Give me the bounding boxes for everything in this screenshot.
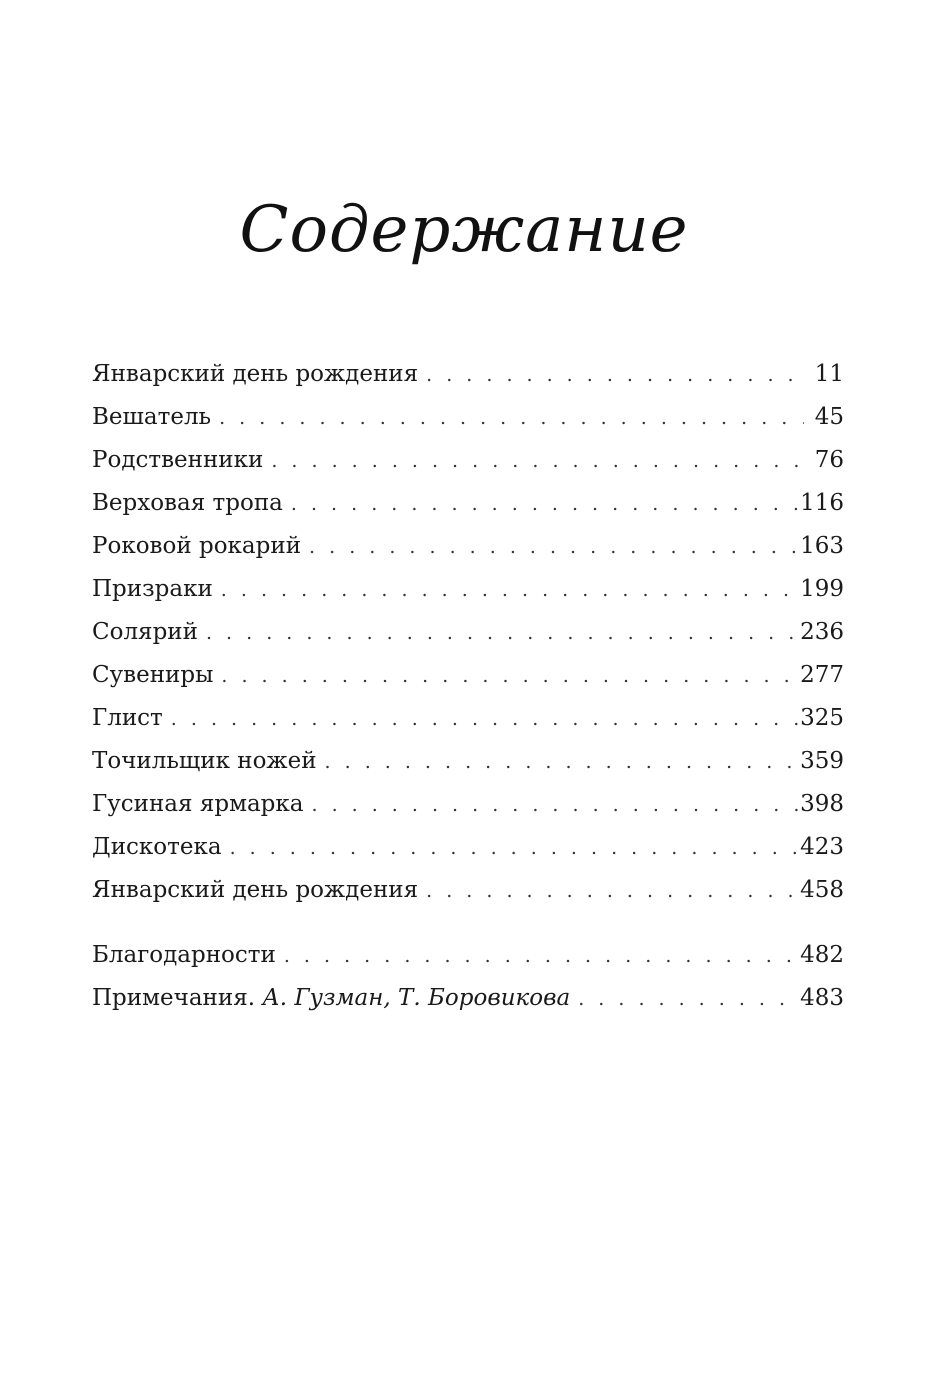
- leader-dots: [291, 483, 798, 526]
- leader-dots: [311, 784, 798, 827]
- toc-entry-page: 398: [800, 791, 844, 817]
- toc-entry[interactable]: [92, 740, 844, 783]
- toc-entry-page: 236: [800, 619, 844, 645]
- toc-entry-page: 163: [800, 533, 844, 559]
- toc-entry-title: Январский день рождения: [92, 877, 419, 903]
- toc-entry-page: 116: [800, 490, 844, 516]
- leader-dots: [219, 397, 804, 440]
- toc-entry[interactable]: [92, 439, 844, 482]
- leader-dots: [309, 526, 798, 569]
- toc-entry-title: Глист: [92, 705, 163, 731]
- toc-entry[interactable]: [92, 568, 844, 611]
- toc-entry-title: Солярий: [92, 619, 198, 645]
- toc-entry[interactable]: [92, 826, 844, 869]
- toc-entry-title: Родственники: [92, 447, 264, 473]
- toc-entry-page: 423: [800, 834, 844, 860]
- toc-entry-author: А. Гузман, Т. Боровикова: [262, 985, 571, 1011]
- toc-entry[interactable]: [92, 353, 844, 396]
- toc-entry[interactable]: [92, 611, 844, 654]
- toc-entry-title: [92, 977, 570, 1020]
- leader-dots: [206, 612, 798, 655]
- toc-entry-title: Вешатель: [92, 404, 212, 430]
- toc-entry[interactable]: [92, 697, 844, 740]
- toc-entry-title: Дискотека: [92, 834, 222, 860]
- toc-entry-page: 76: [814, 447, 844, 473]
- toc-entry[interactable]: [92, 482, 844, 525]
- leader-dots: [284, 935, 798, 978]
- toc-entry-title: Сувениры: [92, 662, 214, 688]
- toc-entry[interactable]: [92, 783, 844, 826]
- toc-entry-title: Верховая тропа: [92, 490, 283, 516]
- toc-entry-page: 359: [800, 748, 844, 774]
- toc-entry-page: 483: [800, 985, 844, 1011]
- toc-entry-acknowledgements[interactable]: [92, 934, 844, 977]
- leader-dots: [325, 741, 799, 784]
- toc-entry[interactable]: [92, 525, 844, 568]
- toc-entry-page: 325: [800, 705, 844, 731]
- toc-entry-title: Гусиная ярмарка: [92, 791, 304, 817]
- leader-dots: [426, 870, 798, 913]
- toc-entry-title: Роковой рокарий: [92, 533, 302, 559]
- toc-entry[interactable]: [92, 654, 844, 697]
- leader-dots: [171, 698, 798, 741]
- section-gap: [92, 912, 844, 934]
- toc-entry-page: 482: [800, 942, 844, 968]
- toc-entry-title: Точильщик ножей: [92, 748, 317, 774]
- toc-entry-title: Январский день рождения: [92, 361, 419, 387]
- toc-entry-page: 199: [800, 576, 844, 602]
- toc-entry-title-text: Благодарности: [92, 942, 276, 968]
- toc-entry-title: Призраки: [92, 576, 213, 602]
- leader-dots: [221, 655, 798, 698]
- leader-dots: [578, 978, 798, 1021]
- toc-entry-page: 45: [814, 404, 844, 430]
- leader-dots: [271, 440, 804, 483]
- leader-dots: [230, 827, 799, 870]
- page-title: Содержание: [239, 193, 689, 267]
- toc-entry-page: 277: [800, 662, 844, 688]
- toc-entry-notes[interactable]: [92, 977, 844, 1020]
- toc-entry-title-text: Примечания.: [92, 985, 263, 1011]
- toc-entry-page: 458: [800, 877, 844, 903]
- toc-entry-page: 11: [814, 361, 844, 387]
- leader-dots: [426, 354, 804, 397]
- toc-entry-title: [92, 934, 276, 977]
- leader-dots: [221, 569, 798, 612]
- toc-entry[interactable]: [92, 396, 844, 439]
- toc-entry[interactable]: [92, 869, 844, 912]
- table-of-contents: [92, 353, 844, 1020]
